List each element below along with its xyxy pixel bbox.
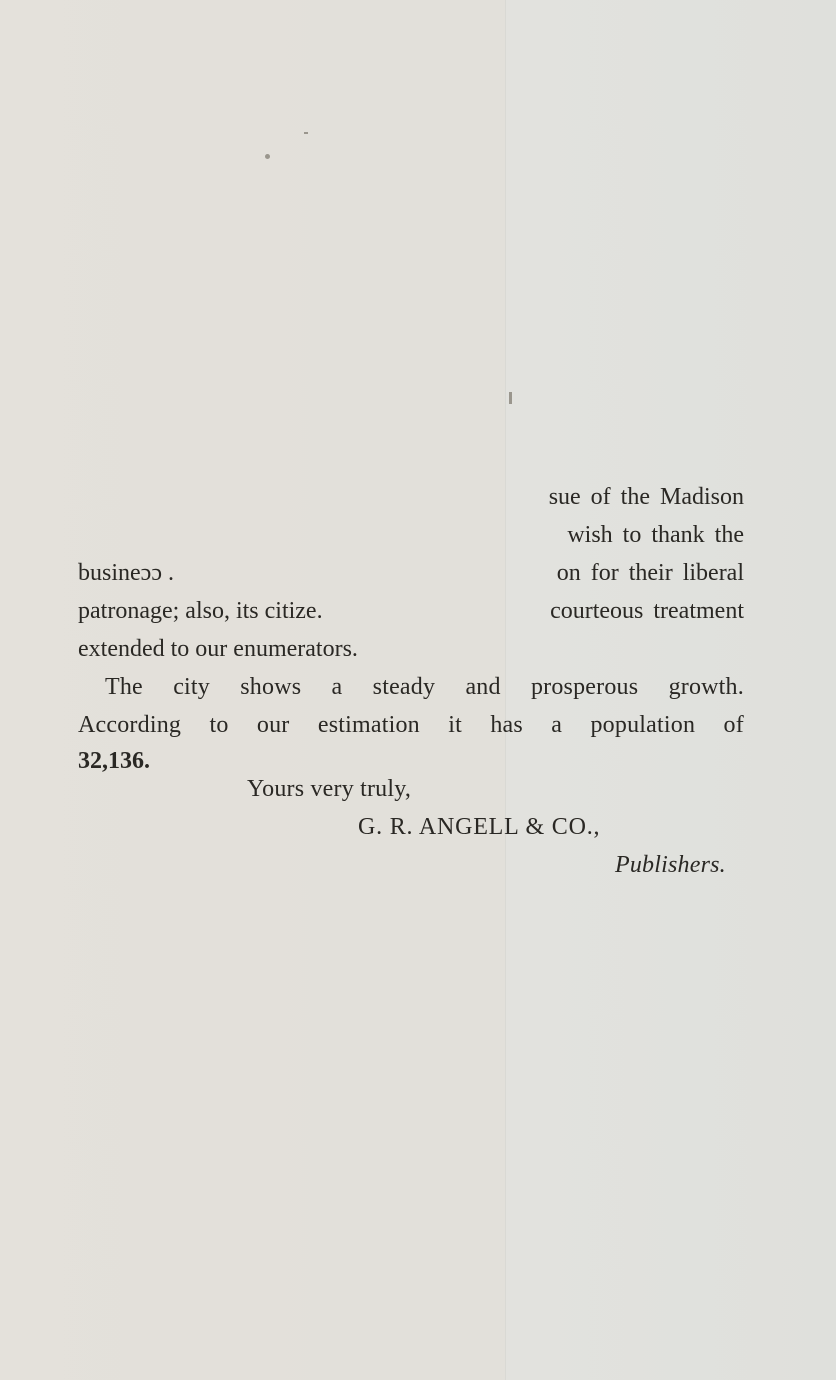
letter-line-4-left: patronage; also, its citize. xyxy=(78,598,323,624)
paper-speck xyxy=(265,154,270,159)
word: a xyxy=(331,674,343,700)
word: population xyxy=(590,712,696,738)
word: The xyxy=(105,674,143,700)
word: of xyxy=(723,712,744,738)
word: it xyxy=(448,712,462,738)
signature-name: G. R. ANGELL & CO., xyxy=(358,814,601,840)
letter-line-1: sue of the Madison xyxy=(548,484,744,510)
letter-line-2: wish to thank the xyxy=(567,522,744,548)
word: prosperous xyxy=(530,674,639,700)
word: a xyxy=(551,712,563,738)
word: steady xyxy=(372,674,436,700)
paper-speck xyxy=(509,392,512,404)
letter-line-7 xyxy=(78,710,744,740)
letter-line-6 xyxy=(105,672,744,702)
letter-line-3-right: on for their liberal xyxy=(556,560,744,586)
word: and xyxy=(465,674,501,700)
word: to xyxy=(209,712,229,738)
word: city xyxy=(173,674,210,700)
letter-line-3-left: busineɔɔ . xyxy=(78,560,174,586)
letter-line-4-right: courteous treatment xyxy=(550,598,744,624)
word: our xyxy=(256,712,290,738)
letter-line-5: extended to our enumerators. xyxy=(78,636,358,662)
word: has xyxy=(490,712,523,738)
signature-title: Publishers. xyxy=(615,852,726,878)
population-value: 32,136. xyxy=(78,748,150,774)
word: estimation xyxy=(317,712,420,738)
word: According xyxy=(78,712,182,738)
paper-speck xyxy=(304,132,308,134)
word: growth. xyxy=(668,674,744,700)
letter-closing: Yours very truly, xyxy=(247,776,412,802)
word: shows xyxy=(240,674,302,700)
